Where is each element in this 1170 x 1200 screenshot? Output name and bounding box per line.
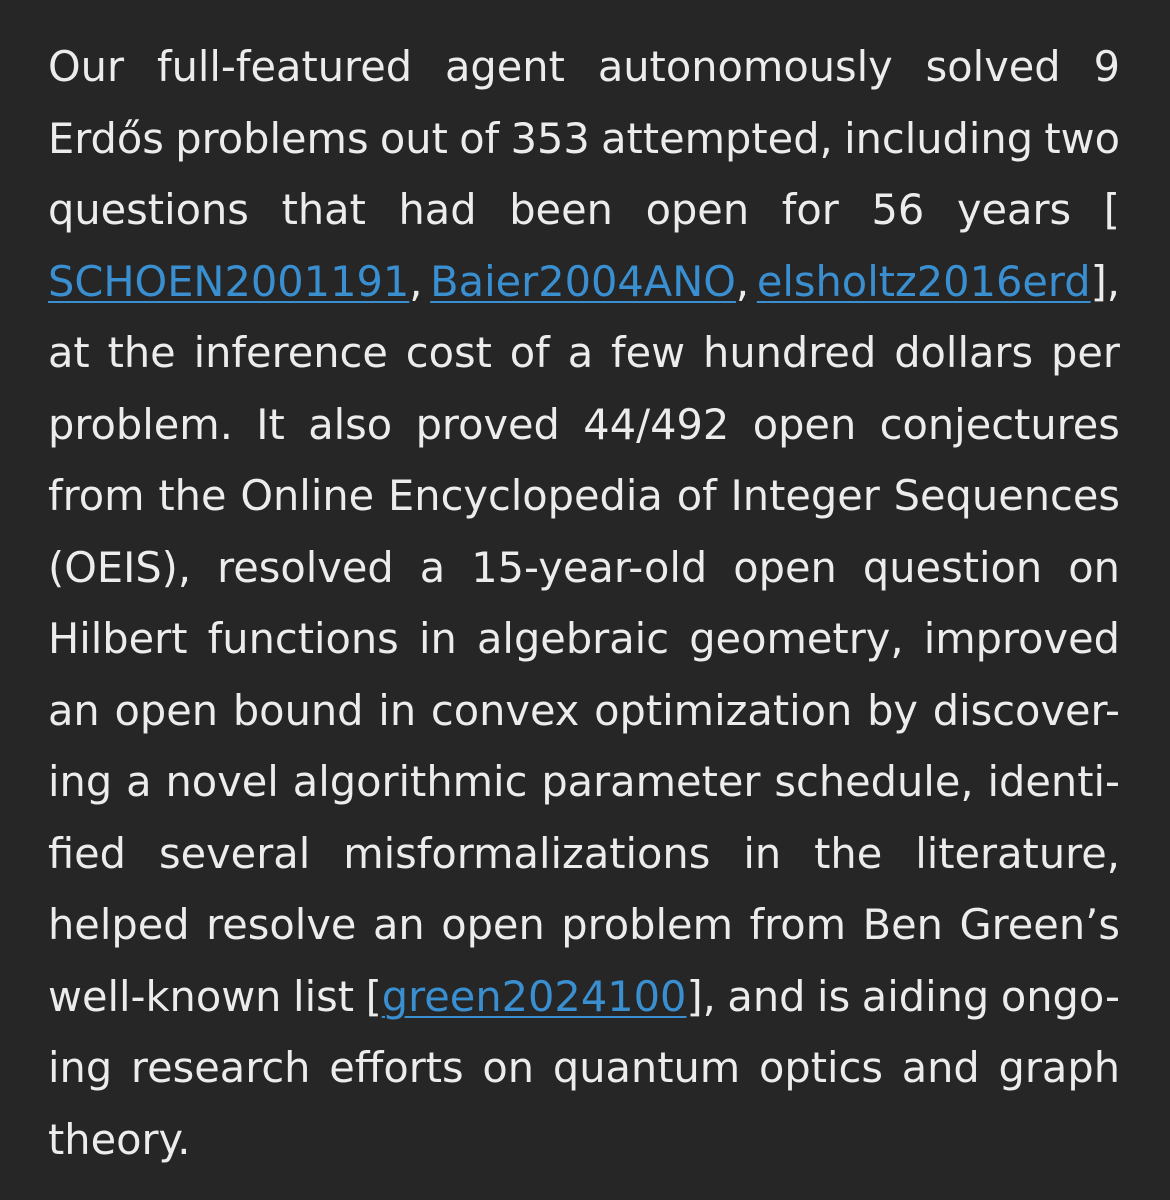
word-text: on xyxy=(482,1043,535,1092)
word-text: 15-year-old xyxy=(471,542,708,592)
word xyxy=(568,317,593,389)
word xyxy=(378,675,416,747)
word xyxy=(1094,31,1120,103)
word xyxy=(126,746,151,818)
word-text: (OEIS), xyxy=(48,542,192,592)
word-text: open xyxy=(114,685,219,735)
word xyxy=(817,961,850,1033)
word xyxy=(441,889,545,961)
word xyxy=(329,1032,463,1104)
word xyxy=(611,317,685,389)
word xyxy=(206,889,356,961)
word-text: conjectures xyxy=(879,399,1120,449)
word-text: Erdős xyxy=(48,113,164,163)
word-text: Encyclopedia xyxy=(388,471,663,520)
word-text: the xyxy=(107,328,176,377)
word xyxy=(759,1032,883,1104)
text-line xyxy=(48,889,1120,961)
word-text: open xyxy=(733,542,837,592)
word xyxy=(115,675,219,747)
word xyxy=(366,961,716,1033)
word-text: convex xyxy=(430,685,580,735)
word-text: years xyxy=(956,185,1072,234)
word xyxy=(703,317,876,389)
word-text: well-known xyxy=(48,971,282,1021)
text-line xyxy=(48,389,1120,461)
word-text: , xyxy=(409,256,423,306)
word-text: quantum xyxy=(552,1043,741,1092)
text-line xyxy=(48,460,1120,532)
word-text: algorithmic xyxy=(292,757,528,806)
text-line xyxy=(48,961,1120,1033)
word-text: on xyxy=(1068,542,1120,592)
word xyxy=(598,31,893,103)
word-text: a xyxy=(126,757,152,806)
word xyxy=(915,818,1120,890)
word xyxy=(48,1104,190,1176)
word xyxy=(256,389,285,461)
word xyxy=(583,389,729,461)
word xyxy=(677,460,717,532)
word xyxy=(814,818,882,890)
word xyxy=(1068,532,1120,604)
word-text: been xyxy=(509,185,613,234)
word xyxy=(863,532,1042,604)
word xyxy=(477,603,669,675)
word xyxy=(601,103,833,175)
word-text: that xyxy=(281,185,366,234)
word xyxy=(48,532,191,604)
word-text: a xyxy=(419,542,446,592)
word-text: per xyxy=(1051,328,1120,377)
word xyxy=(743,818,781,890)
word-text: also xyxy=(308,399,393,449)
word-text: solved xyxy=(925,42,1061,91)
word xyxy=(646,174,750,246)
word xyxy=(175,103,368,175)
word-text: two xyxy=(1044,113,1120,163)
word xyxy=(380,103,448,175)
word-text: optimization xyxy=(594,685,853,735)
word xyxy=(933,675,1120,747)
citation-link[interactable]: green2024100 xyxy=(381,971,687,1021)
word xyxy=(689,603,903,675)
word xyxy=(894,317,1033,389)
word xyxy=(862,961,989,1033)
word xyxy=(282,174,366,246)
word xyxy=(561,889,733,961)
word-text: dollars xyxy=(894,328,1034,377)
text-line xyxy=(48,1032,1120,1104)
word xyxy=(445,31,565,103)
word xyxy=(510,317,550,389)
word xyxy=(1044,103,1120,175)
word-text: optics xyxy=(758,1043,883,1092)
word xyxy=(343,818,710,890)
word xyxy=(926,31,1061,103)
text-line xyxy=(48,1104,1120,1176)
citation-link[interactable]: SCHOEN2001191 xyxy=(48,256,410,306)
word-text: of xyxy=(509,328,550,377)
word xyxy=(482,1032,534,1104)
word-text: helped xyxy=(48,900,190,949)
text-line xyxy=(48,603,1120,675)
word-text: by xyxy=(867,685,918,735)
text-line xyxy=(48,532,1120,604)
word-text: agent xyxy=(445,42,565,91)
word xyxy=(406,317,492,389)
word-text: It xyxy=(256,399,285,449)
word-text: the xyxy=(814,828,883,878)
word-text: ], xyxy=(686,971,716,1021)
word-text: is xyxy=(817,971,851,1021)
word-text: 353 xyxy=(510,113,590,163)
word-text: novel xyxy=(165,757,279,806)
word-text: for xyxy=(781,185,839,234)
word-text: algebraic xyxy=(477,614,670,663)
word xyxy=(293,746,528,818)
word xyxy=(430,246,749,318)
word-text: schedule, xyxy=(774,757,974,806)
word-text: theory. xyxy=(48,1114,191,1164)
word-text: of xyxy=(676,471,717,520)
word-text: hundred xyxy=(703,328,877,377)
word-text: and xyxy=(727,971,806,1021)
word xyxy=(594,675,852,747)
word xyxy=(48,389,233,461)
word xyxy=(750,889,847,961)
word xyxy=(48,103,164,175)
word xyxy=(48,675,100,747)
word xyxy=(48,889,190,961)
word-text: ing xyxy=(48,757,113,806)
word-text: had xyxy=(398,185,477,234)
word-text: questions xyxy=(48,185,249,234)
word-text: literature, xyxy=(915,828,1120,878)
word xyxy=(871,174,924,246)
word xyxy=(727,961,805,1033)
word-text: aiding xyxy=(861,971,990,1021)
word xyxy=(157,31,412,103)
word xyxy=(48,31,124,103)
word xyxy=(553,1032,740,1104)
word-text: at xyxy=(48,328,90,377)
word xyxy=(774,746,973,818)
word-text: question xyxy=(862,542,1043,592)
word-text: ing xyxy=(48,1043,113,1092)
word xyxy=(158,460,226,532)
word-text: attempted, xyxy=(601,113,833,163)
word xyxy=(48,961,281,1033)
word-text: a xyxy=(567,328,594,377)
word-text: Sequences xyxy=(893,471,1120,520)
word-text: problem xyxy=(561,900,734,949)
word-text: an xyxy=(372,900,425,949)
word-text: Integer xyxy=(730,471,880,520)
word-text: problem. xyxy=(48,399,233,449)
word-text: in xyxy=(378,685,417,735)
word xyxy=(731,460,880,532)
word xyxy=(924,603,1120,675)
word-text: Online xyxy=(240,471,375,520)
word-text: cost xyxy=(405,328,492,377)
word xyxy=(233,675,364,747)
word xyxy=(308,389,392,461)
word-text: few xyxy=(611,328,686,377)
word xyxy=(48,818,126,890)
word xyxy=(398,174,476,246)
word-text: ongo- xyxy=(1000,971,1120,1021)
word-text: 56 xyxy=(871,185,925,234)
word xyxy=(511,103,590,175)
word-text: 44/492 xyxy=(583,399,730,449)
word-text: bound xyxy=(232,685,364,735)
word-text: research xyxy=(130,1043,311,1092)
text-line xyxy=(48,675,1120,747)
word-text: [ xyxy=(1103,185,1120,234)
word-text: out xyxy=(379,113,448,163)
word xyxy=(48,603,187,675)
word xyxy=(48,317,90,389)
word xyxy=(1104,174,1120,246)
word xyxy=(293,961,354,1033)
citation-link[interactable]: elsholtz2016erd xyxy=(756,256,1091,306)
word xyxy=(459,103,499,175)
word-text: open xyxy=(645,185,750,234)
word-text: and xyxy=(901,1043,980,1092)
word-text: autonomously xyxy=(597,42,893,91)
word-text: from xyxy=(749,900,847,949)
text-line xyxy=(48,31,1120,103)
text-line xyxy=(48,103,1120,175)
word xyxy=(48,460,145,532)
word-text: Green’s xyxy=(959,900,1120,949)
word-text: resolve xyxy=(206,900,357,949)
word-text: identi- xyxy=(987,757,1120,806)
word xyxy=(373,889,425,961)
text-line xyxy=(48,246,1120,318)
word xyxy=(48,174,249,246)
citation-link[interactable]: Baier2004ANO xyxy=(430,256,736,306)
word xyxy=(844,103,1033,175)
word-text: open xyxy=(441,900,545,949)
word xyxy=(166,746,279,818)
word xyxy=(509,174,613,246)
word-text: Hilbert xyxy=(48,614,188,663)
word xyxy=(108,317,176,389)
text-line xyxy=(48,746,1120,818)
word xyxy=(863,889,943,961)
word xyxy=(880,389,1120,461)
word-text: in xyxy=(743,828,782,878)
word xyxy=(957,174,1071,246)
word-text: an xyxy=(48,685,100,735)
word xyxy=(753,389,857,461)
word xyxy=(416,389,560,461)
word xyxy=(541,746,760,818)
word xyxy=(959,889,1120,961)
word xyxy=(194,317,388,389)
word-text: inference xyxy=(193,328,388,377)
word xyxy=(48,246,422,318)
word-text: , xyxy=(735,256,750,306)
word xyxy=(782,174,839,246)
word xyxy=(208,603,399,675)
word xyxy=(131,1032,311,1104)
word xyxy=(757,246,1120,318)
word xyxy=(987,746,1119,818)
word xyxy=(894,460,1120,532)
word-text: fied xyxy=(48,828,127,878)
word xyxy=(867,675,918,747)
word xyxy=(217,532,394,604)
word-text: the xyxy=(158,471,227,520)
word-text: including xyxy=(844,113,1034,163)
word xyxy=(999,1032,1120,1104)
word xyxy=(471,532,707,604)
word-text: proved xyxy=(415,399,560,449)
word xyxy=(388,460,663,532)
word xyxy=(159,818,310,890)
word xyxy=(420,532,445,604)
word-text: 9 xyxy=(1093,42,1120,91)
word-text: problems xyxy=(175,113,369,163)
word-text: in xyxy=(418,614,457,663)
word-text: ], xyxy=(1090,256,1120,306)
word xyxy=(48,1032,112,1104)
word-text: parameter xyxy=(541,757,761,806)
word-text: open xyxy=(752,399,857,449)
word-text: discover- xyxy=(932,685,1120,735)
word-text: full-featured xyxy=(156,42,413,91)
word-text: Ben xyxy=(862,900,943,949)
word-text: several xyxy=(158,828,311,878)
text-line xyxy=(48,818,1120,890)
word xyxy=(48,746,112,818)
word xyxy=(240,460,374,532)
word-text: resolved xyxy=(217,542,394,592)
word xyxy=(1051,317,1120,389)
text-line xyxy=(48,174,1120,246)
word-text: efforts xyxy=(329,1043,464,1092)
body-paragraph xyxy=(48,31,1120,1175)
text-line xyxy=(48,317,1120,389)
word xyxy=(733,532,837,604)
word-text: of xyxy=(459,113,500,163)
word xyxy=(419,603,457,675)
word-text: from xyxy=(48,471,145,520)
word xyxy=(902,1032,980,1104)
word-text: Our xyxy=(48,42,125,91)
word-text: improved xyxy=(923,614,1120,663)
word xyxy=(1001,961,1120,1033)
word-text: geometry, xyxy=(689,614,904,663)
word-text: [ xyxy=(365,971,382,1021)
word-text: graph xyxy=(998,1043,1120,1092)
word xyxy=(431,675,579,747)
word-text: functions xyxy=(207,614,399,663)
word-text: misformalizations xyxy=(343,828,711,878)
word-text: list xyxy=(293,971,354,1021)
